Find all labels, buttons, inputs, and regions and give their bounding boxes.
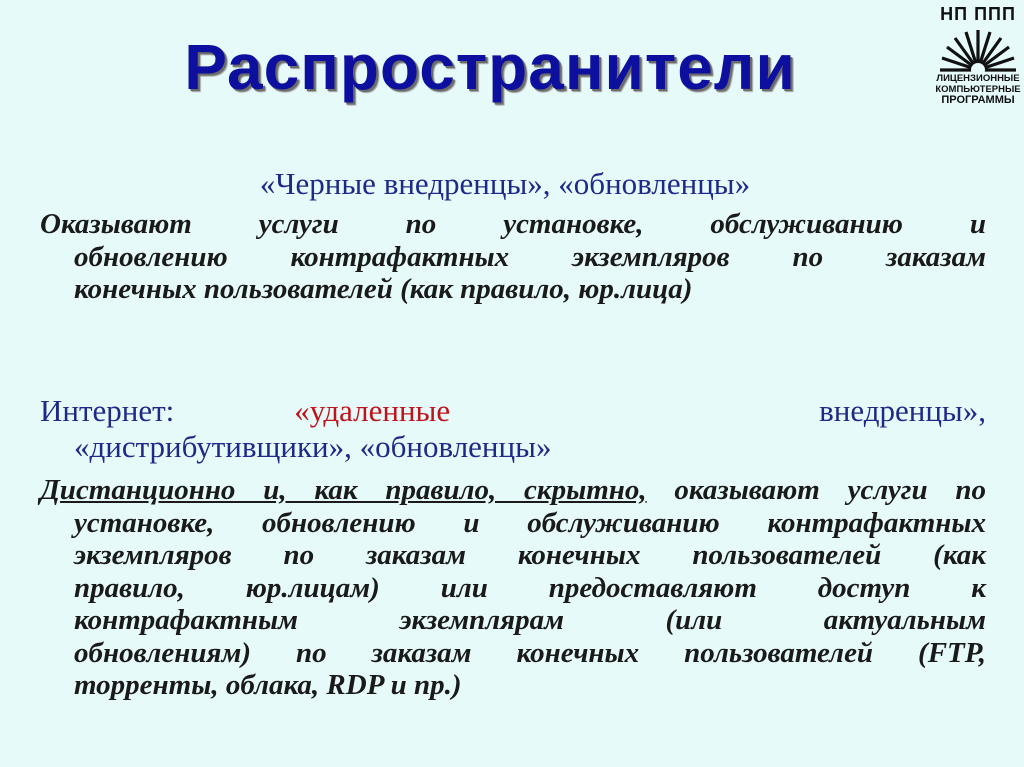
section2-line-1 xyxy=(40,474,986,507)
sunburst-icon xyxy=(936,26,1020,72)
slide-title: Распространители xyxy=(184,31,796,103)
logo-line-1: ЛИЦЕНЗИОННЫЕ xyxy=(936,73,1020,84)
section2-heading-part1: Интернет: xyxy=(40,393,175,428)
section1-line-3: конечных пользователей (как правило, юр.лица) xyxy=(74,273,693,305)
section2-underlined-text: Дистанционно и, как правило, скрытно, xyxy=(40,474,647,506)
section2-line-4: правило, юр.лицам) или предоставляют доступ к xyxy=(74,571,986,604)
section2-line-2: установке, обновлению и обслуживанию контрафактных xyxy=(74,506,986,539)
np-ppp-logo xyxy=(926,4,1020,108)
logo-line-2: КОМПЬЮТЕРНЫЕ xyxy=(935,84,1021,95)
section2-heading-part3: внедренцы», xyxy=(819,393,986,428)
section1-heading: «Черные внедренцы», «обновленцы» xyxy=(259,166,751,201)
section2-heading xyxy=(40,393,986,465)
section2-heading-line2: «дистрибутивщики», «обновленцы» xyxy=(74,429,552,464)
section2-line-6: обновлениям) по заказам конечных пользователей (FTP, xyxy=(74,636,986,669)
logo-top-text: НП ППП xyxy=(940,4,1016,24)
section1-paragraph xyxy=(40,208,986,306)
section2-paragraph xyxy=(40,474,986,702)
section2-line-1-rest: оказывают услуги по xyxy=(646,474,986,506)
logo-line-3: ПРОГРАММЫ xyxy=(941,94,1015,106)
section2-line-3: экземпляров по заказам конечных пользователей (как xyxy=(74,539,986,571)
section2-line-5: контрафактным экземплярам (или актуальным xyxy=(74,604,986,636)
section2-heading-red: «удаленные xyxy=(294,393,451,428)
section2-line-7: торренты, облака, RDP и пр.) xyxy=(74,669,462,701)
section1-line-2: обновлению контрафактных экземпляров по заказам xyxy=(74,240,986,273)
section1-line-1: Оказывают услуги по установке, обслуживанию и xyxy=(40,208,986,240)
